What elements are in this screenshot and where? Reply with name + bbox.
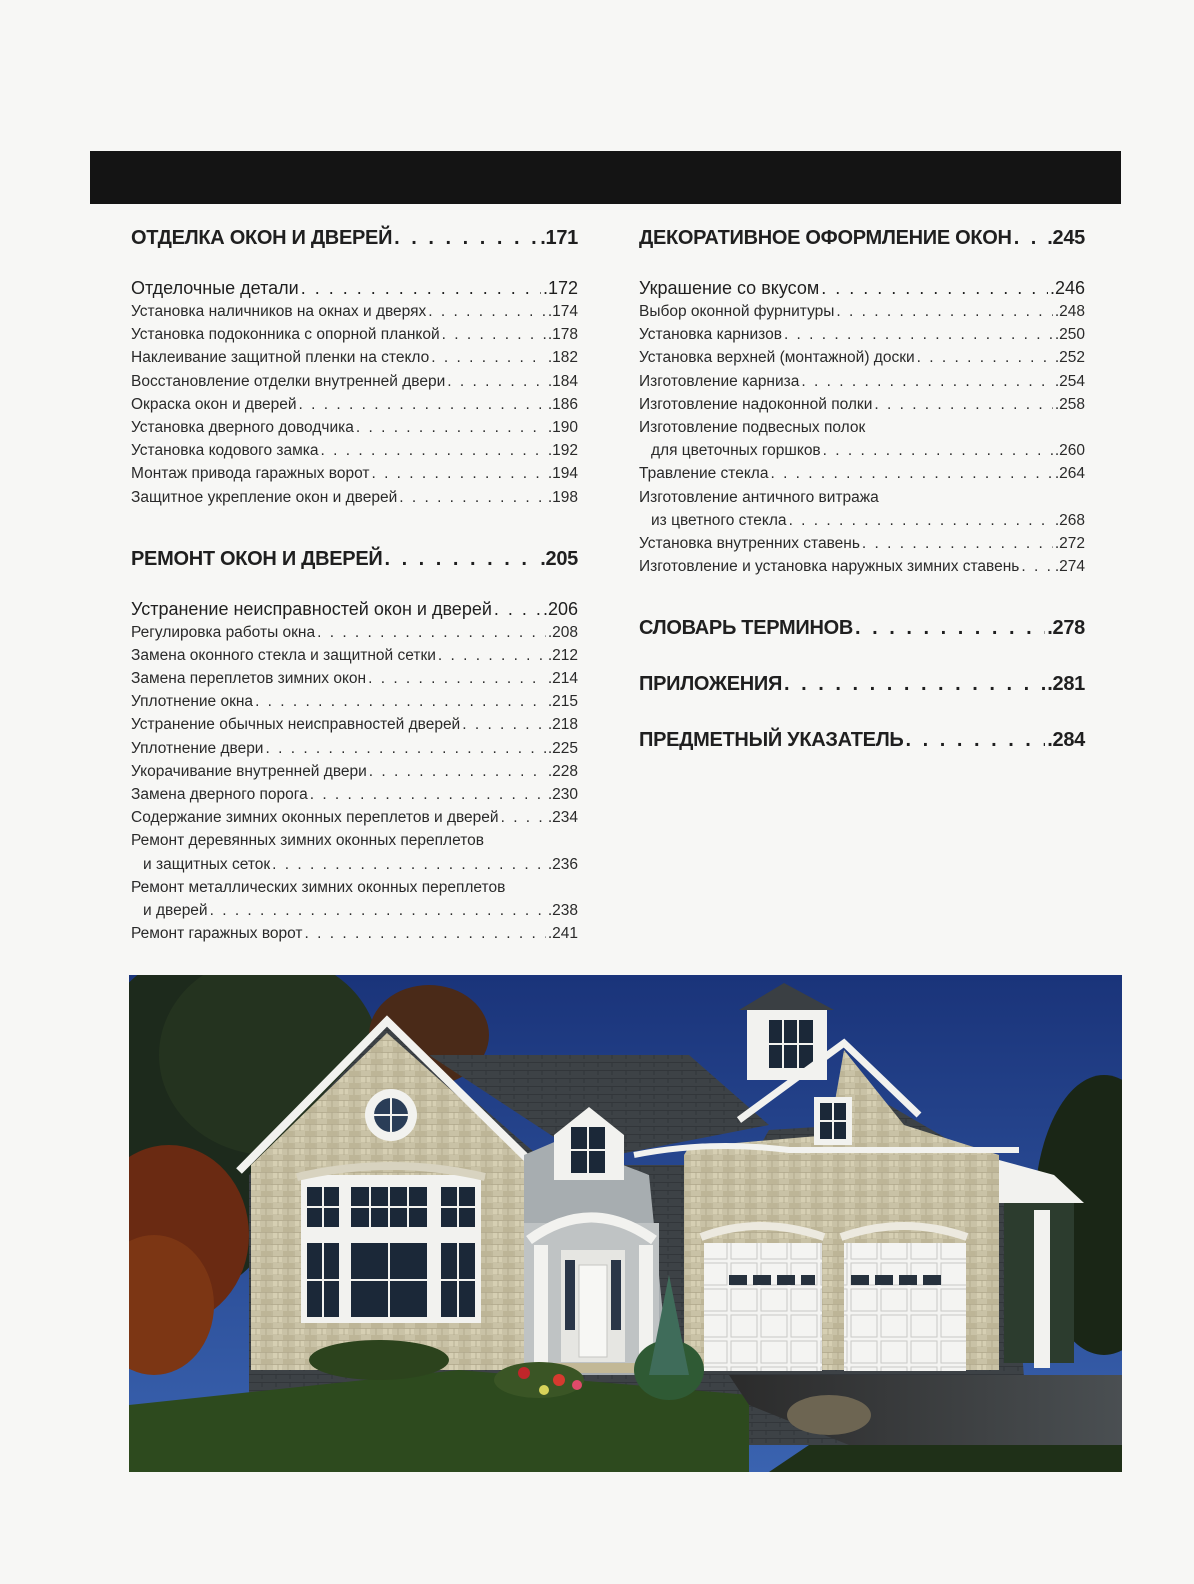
- toc-item-repair-5[interactable]: Устранение обычных неисправностей дверей . . . .218: [131, 713, 578, 736]
- toc-right-column: [639, 222, 1085, 756]
- toc-item-hanging-shelves-line1[interactable]: Изготовление подвесных полок: [639, 418, 866, 436]
- toc-list-repair: [131, 621, 578, 830]
- toc-item-repair-3[interactable]: Замена переплетов зимних окон . . . .214: [131, 667, 578, 690]
- toc-item-decor-5[interactable]: Изготовление надоконной полки . . . .258: [639, 393, 1085, 416]
- toc-item-garage-door-repair[interactable]: Ремонт гаражных ворот . . . .241: [131, 922, 578, 945]
- toc-item-repair-9[interactable]: Содержание зимних оконных переплетов и дверей . . . .234: [131, 806, 578, 829]
- toc-item-shutters-1[interactable]: Установка внутренних ставень . . . .272: [639, 532, 1085, 555]
- toc-item-repair-7[interactable]: Укорачивание внутренней двери . . . .228: [131, 760, 578, 783]
- toc-group-tasteful-decor[interactable]: Украшение со вкусом . . . .246: [639, 276, 1085, 300]
- toc-item-repair-8[interactable]: Замена дверного порога . . . .230: [131, 783, 578, 806]
- toc-item-finishing-7[interactable]: Установка кодового замка . . . .192: [131, 439, 578, 462]
- toc-item-stained-glass-line2[interactable]: из цветного стекла . . . .268: [639, 509, 1085, 532]
- chapter-appendix[interactable]: ПРИЛОЖЕНИЯ . . . .281: [639, 668, 1085, 700]
- toc-item-shutters-2[interactable]: Изготовление и установка наружных зимних ставень . . . .274: [639, 555, 1085, 578]
- toc-item-finishing-9[interactable]: Защитное укрепление окон и дверей . . . .198: [131, 486, 578, 509]
- toc-item-glass-etching[interactable]: Травление стекла . . . .264: [639, 462, 1085, 485]
- toc-item-decor-4[interactable]: Изготовление карниза . . . .254: [639, 370, 1085, 393]
- toc-item-finishing-1[interactable]: Установка наличников на окнах и дверях . . . .174: [131, 300, 578, 323]
- toc-item-finishing-6[interactable]: Установка дверного доводчика . . . .190: [131, 416, 578, 439]
- toc-item-metal-sash-line2[interactable]: и дверей . . . .238: [131, 899, 578, 922]
- toc-item-finishing-5[interactable]: Окраска окон и дверей . . . .186: [131, 393, 578, 416]
- toc-left-column: [131, 222, 578, 945]
- chapter-repair[interactable]: РЕМОНТ ОКОН И ДВЕРЕЙ . . . .205: [131, 543, 578, 575]
- toc-item-decor-2[interactable]: Установка карнизов . . . .250: [639, 323, 1085, 346]
- toc-item-repair-1[interactable]: Регулировка работы окна . . . .208: [131, 621, 578, 644]
- chapter-finishing[interactable]: ОТДЕЛКА ОКОН И ДВЕРЕЙ . . . .171: [131, 222, 578, 254]
- toc-group-trim-details[interactable]: Отделочные детали . . . .172: [131, 276, 578, 300]
- toc-item-decor-3[interactable]: Установка верхней (монтажной) доски . . . .252: [639, 346, 1085, 369]
- house-photo: [129, 975, 1122, 1472]
- chapter-window-decor[interactable]: ДЕКОРАТИВНОЕ ОФОРМЛЕНИЕ ОКОН . . . .245: [639, 222, 1085, 254]
- toc-item-finishing-8[interactable]: Монтаж привода гаражных ворот . . . .194: [131, 462, 578, 485]
- toc-item-decor-1[interactable]: Выбор оконной фурнитуры . . . .248: [639, 300, 1085, 323]
- toc-item-stained-glass-line1[interactable]: Изготовление античного витража: [639, 488, 879, 506]
- toc-item-hanging-shelves-line2[interactable]: для цветочных горшков . . . .260: [639, 439, 1085, 462]
- toc-item-finishing-2[interactable]: Установка подоконника с опорной планкой . . . .178: [131, 323, 578, 346]
- toc-item-finishing-4[interactable]: Восстановление отделки внутренней двери . . . .184: [131, 370, 578, 393]
- toc-item-repair-4[interactable]: Уплотнение окна . . . .215: [131, 690, 578, 713]
- toc-item-repair-6[interactable]: Уплотнение двери . . . .225: [131, 737, 578, 760]
- toc-item-wood-sash-line1[interactable]: Ремонт деревянных зимних оконных переплетов: [131, 832, 484, 850]
- toc-group-troubleshooting[interactable]: Устранение неисправностей окон и дверей . . . .206: [131, 597, 578, 621]
- chapter-index[interactable]: ПРЕДМЕТНЫЙ УКАЗАТЕЛЬ . . . .284: [639, 724, 1085, 756]
- toc-list-decor-b: [639, 532, 1085, 578]
- toc-item-finishing-3[interactable]: Наклеивание защитной пленки на стекло . . . .182: [131, 346, 578, 369]
- toc-item-repair-2[interactable]: Замена оконного стекла и защитной сетки . . . .212: [131, 644, 578, 667]
- chapter-glossary[interactable]: СЛОВАРЬ ТЕРМИНОВ . . . .278: [639, 612, 1085, 644]
- header-bar: [90, 151, 1121, 204]
- toc-item-metal-sash-line1[interactable]: Ремонт металлических зимних оконных переплетов: [131, 878, 506, 896]
- toc-item-wood-sash-line2[interactable]: и защитных сеток . . . .236: [131, 853, 578, 876]
- toc-list-decor-a: [639, 300, 1085, 416]
- toc-list-finishing: [131, 300, 578, 509]
